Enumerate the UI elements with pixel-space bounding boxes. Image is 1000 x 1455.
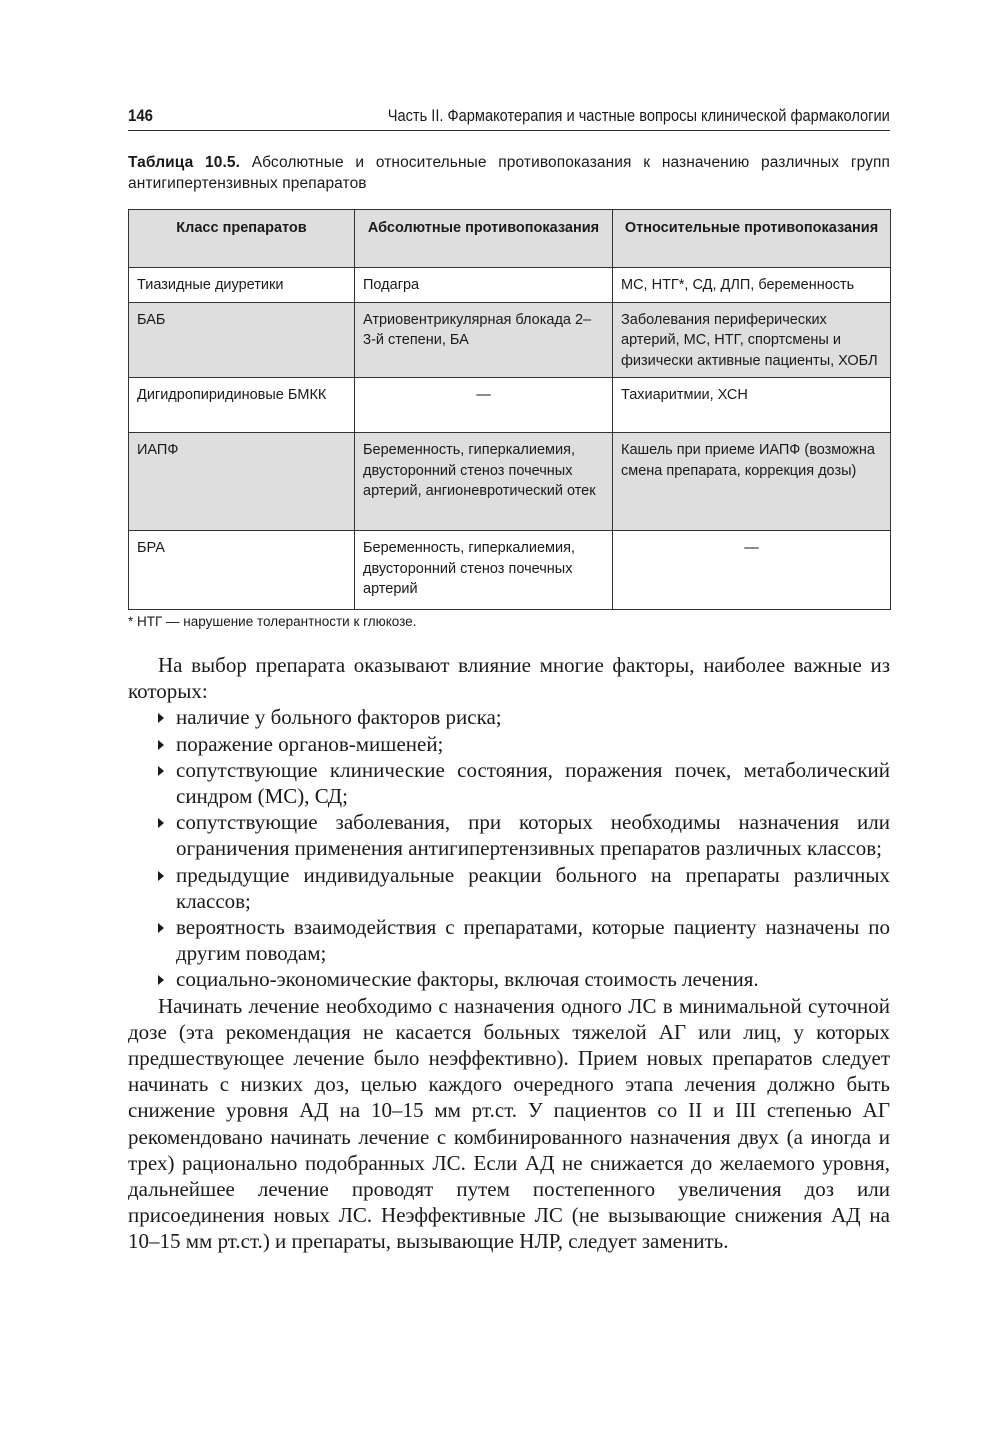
list-item: сопутствующие заболевания, при которых необходимы назначения или ограничения применения антигипертензивных препаратов различных классов; bbox=[128, 809, 890, 861]
column-header-absolute: Абсолютные противопоказания bbox=[355, 210, 613, 268]
triangle-bullet-icon bbox=[158, 871, 164, 881]
page-number: 146 bbox=[128, 106, 153, 125]
cell-absolute: Беременность, гиперкалиемия, двусторонний стеноз почечных артерий, ангионевротический отек bbox=[355, 433, 613, 531]
cell-relative: Кашель при приеме ИАПФ (возможна смена препарата, коррекция дозы) bbox=[613, 433, 891, 531]
column-header-class: Класс препаратов bbox=[129, 210, 355, 268]
list-item: сопутствующие клинические состояния, поражения почек, метаболический синдром (МС), СД; bbox=[128, 757, 890, 809]
triangle-bullet-icon bbox=[158, 740, 164, 750]
cell-relative: Заболевания периферических артерий, МС, НТГ, спортсмены и физически активные пациенты, ХОБЛ bbox=[613, 302, 891, 378]
table-caption-text: Абсолютные и относительные противопоказания к назначению различных групп антигипертензивных препаратов bbox=[128, 154, 890, 192]
cell-relative: Тахиаритмии, ХСН bbox=[613, 378, 891, 433]
cell-class: Тиазидные диуретики bbox=[129, 268, 355, 303]
triangle-bullet-icon bbox=[158, 923, 164, 933]
cell-class: БАБ bbox=[129, 302, 355, 378]
cell-absolute: Подагра bbox=[355, 268, 613, 303]
table-row bbox=[129, 531, 891, 610]
table-row bbox=[129, 378, 891, 433]
running-header bbox=[128, 104, 890, 131]
cell-absolute: Атриовентрикулярная блокада 2–3-й степени, БА bbox=[355, 302, 613, 378]
cell-relative: МС, НТГ*, СД, ДЛП, беременность bbox=[613, 268, 891, 303]
contraindications-table bbox=[128, 209, 891, 610]
list-item: поражение органов-мишеней; bbox=[128, 731, 890, 757]
factors-list bbox=[128, 704, 890, 992]
cell-class: Дигидропиридиновые БМКК bbox=[129, 378, 355, 433]
cell-relative: — bbox=[613, 531, 891, 610]
triangle-bullet-icon bbox=[158, 975, 164, 985]
intro-paragraph: На выбор препарата оказывают влияние многие факторы, наиболее важные из которых: bbox=[128, 653, 890, 704]
cell-class: БРА bbox=[129, 531, 355, 610]
list-item: наличие у больного факторов риска; bbox=[128, 704, 890, 730]
chapter-title: Часть II. Фармакотерапия и частные вопросы клинической фармакологии bbox=[387, 106, 890, 125]
triangle-bullet-icon bbox=[158, 766, 164, 776]
table-caption-label: Таблица 10.5. bbox=[128, 154, 240, 171]
table-header-row bbox=[129, 210, 891, 268]
treatment-paragraph: Начинать лечение необходимо с назначения одного ЛС в минимальной суточной дозе (эта рекомендация не касается больных тяжелой АГ или лиц, у которых предшествующее лечение было неэффективно). Прием новых препаратов следует начинать с низких доз, целью каждого очередного этапа лечения должно быть снижение уровня АД на 10–15 мм рт.ст. У пациентов со II и III степенью АГ рекомендовано начинать лечение с комбинированного назначения двух (а иногда и трех) рационально подобранных ЛС. Если АД не снижается до желаемого уровня, дальнейшее лечение проводят путем постепенного увеличения доз или присоединения новых ЛС. Неэффективные ЛС (не вызывающие снижения АД на 10–15 мм рт.ст.) и препараты, вызывающие НЛР, следует заменить. bbox=[128, 993, 890, 1254]
table-row bbox=[129, 268, 891, 303]
list-item: вероятность взаимодействия с препаратами, которые пациенту назначены по другим поводам; bbox=[128, 914, 890, 966]
table-footnote: * НТГ — нарушение толерантности к глюкозе. bbox=[128, 614, 417, 629]
cell-absolute: Беременность, гиперкалиемия, двусторонний стеноз почечных артерий bbox=[355, 531, 613, 610]
list-item: социально-экономические факторы, включая стоимость лечения. bbox=[128, 966, 890, 992]
cell-class: ИАПФ bbox=[129, 433, 355, 531]
list-item: предыдущие индивидуальные реакции больного на препараты различных классов; bbox=[128, 862, 890, 914]
cell-absolute: — bbox=[355, 378, 613, 433]
table-row bbox=[129, 433, 891, 531]
body-text bbox=[128, 652, 890, 1255]
table-caption bbox=[128, 152, 890, 194]
column-header-relative: Относительные противопоказания bbox=[613, 210, 891, 268]
table-row bbox=[129, 302, 891, 378]
triangle-bullet-icon bbox=[158, 713, 164, 723]
triangle-bullet-icon bbox=[158, 818, 164, 828]
